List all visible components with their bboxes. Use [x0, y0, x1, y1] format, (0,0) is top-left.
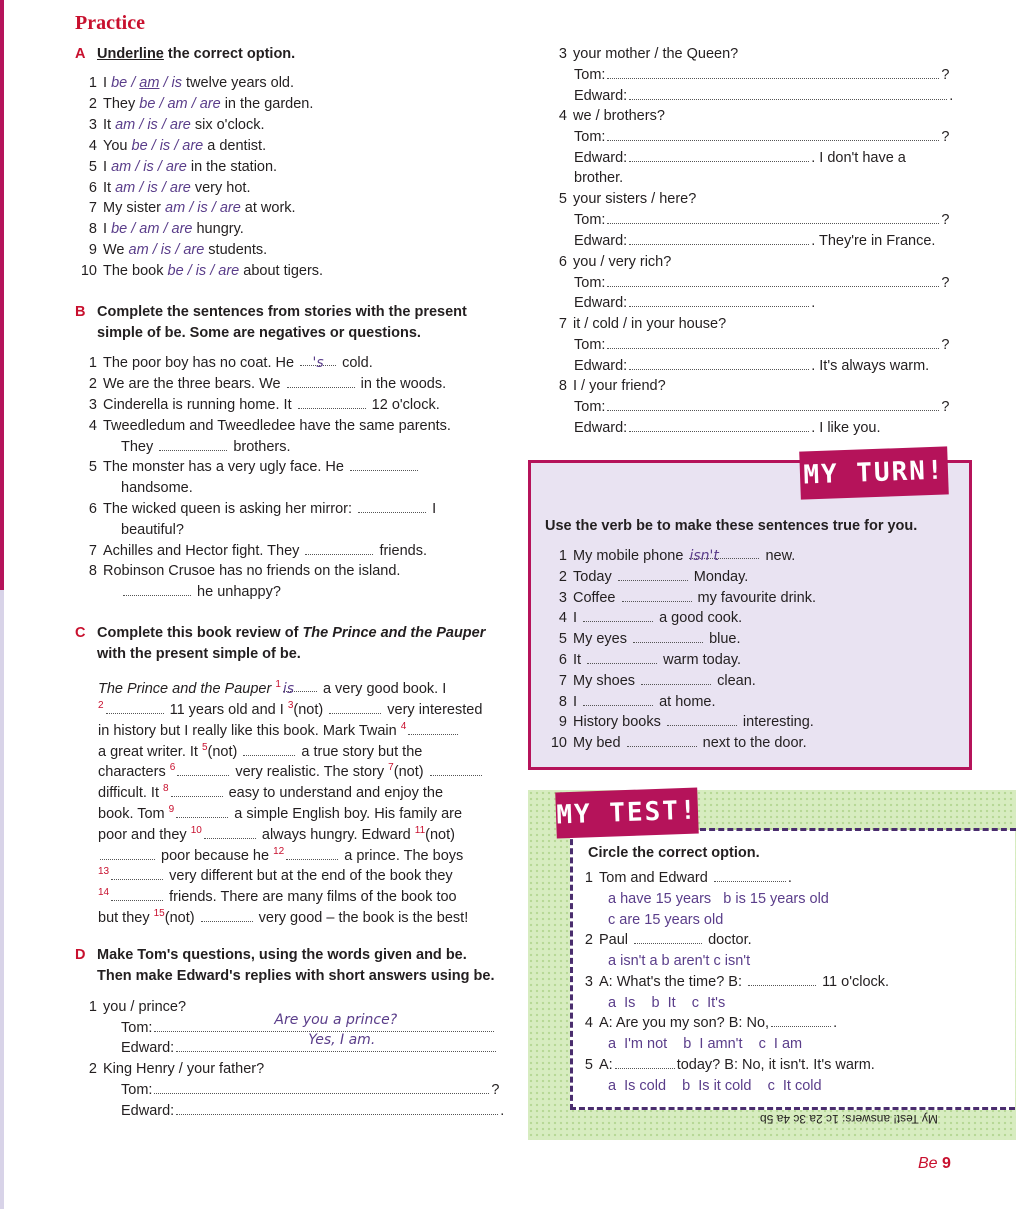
turn-item-2: 2 Today Monday.	[558, 568, 749, 585]
section-c-heading: C Complete this book review of The Prince and the Pauper with the present simple of be.	[75, 625, 486, 662]
d-item-1-prompt: 1 you / prince?	[88, 999, 187, 1015]
d-item-8-prompt: 8 I / your friend?	[558, 378, 666, 394]
d-item-2-prompt: 2 King Henry / your father?	[88, 1061, 265, 1077]
b-item-6: 6 The wicked queen is asking her mirror: I	[88, 501, 437, 517]
turn-item-7: 7 My shoes clean.	[558, 672, 756, 689]
c-line-9: poor because he $^{12}$ a prince. The boys	[98, 842, 463, 867]
a-item-3: 3 It am / is / are six o'clock.	[88, 116, 265, 133]
a-item-2: 2 They be / am / are in the garden.	[88, 95, 314, 112]
d-item-6-edward: Edward: .	[574, 295, 816, 311]
a-item-1: 1 I be / am / is twelve years old.	[88, 75, 295, 91]
b-item-6-cont: beautiful?	[121, 522, 184, 538]
a-options[interactable]: be / am / is	[111, 75, 182, 91]
a-item-5: 5 I am / is / are in the station.	[88, 158, 278, 175]
a-options[interactable]: am / is / are	[111, 158, 187, 175]
test-q4-options: a I'm not b I amn't c I am	[608, 1036, 803, 1052]
a-item-10: 10 The book be / is / are about tigers.	[80, 263, 324, 280]
c-line-12: but they $^{15}$(not) very good – the book is the best!	[98, 908, 469, 926]
test-q2-options: a isn't a b aren't c isn't	[608, 953, 751, 969]
b-item-5: 5 The monster has a very ugly face. He	[75, 457, 420, 478]
page-footer: Be 9	[918, 1155, 951, 1172]
b-item-4: 4 Tweedledum and Tweedledee have the same parents.	[88, 418, 451, 434]
turn-item-9: 9 History books interesting.	[558, 714, 814, 731]
c-line-5: characters $^6$ very realistic. The story $^7$(not)	[98, 758, 484, 783]
d-item-4-tom: Tom: ?	[574, 129, 950, 145]
a-item-6: 6 It am / is / are very hot.	[88, 179, 251, 196]
d-item-4-edward: Edward: . I don't have a	[574, 150, 906, 166]
section-b-heading: B Complete the sentences from stories with the present simple of be. Some are negatives or questions.	[75, 304, 467, 341]
c-line-8: poor and they $^{10}$ always hungry. Edward $^{11}$(not)	[98, 825, 455, 843]
d-item-2-edward: Edward: .	[121, 1103, 505, 1119]
d-item-8-edward: Edward: . I like you.	[574, 420, 881, 436]
d-item-1-edward: Edward: Yes, I am.	[121, 1038, 498, 1059]
edge-color-bar-lower	[0, 590, 4, 1209]
test-q1: 1 Tom and Edward .	[584, 870, 792, 886]
turn-item-5: 5 My eyes blue.	[558, 631, 741, 648]
d-item-5-prompt: 5 your sisters / here?	[558, 191, 697, 207]
a-options[interactable]: be / am / are	[139, 95, 221, 112]
a-options[interactable]: be / is / are	[167, 263, 240, 280]
page-title: Practice	[75, 12, 145, 34]
a-options[interactable]: be / am / are	[111, 221, 193, 238]
a-item-7: 7 My sister am / is / are at work.	[88, 200, 296, 217]
test-q1-options: a have 15 years b is 15 years old	[608, 891, 829, 907]
b-item-4-cont: They brothers.	[121, 439, 291, 455]
d-item-5-tom: Tom: ?	[574, 212, 950, 228]
c-line-3: in history but I really like this book. Mark Twain $^4$	[98, 717, 460, 742]
b-item-3: 3 Cinderella is running home. It 12 o'clock.	[88, 397, 440, 413]
d-item-7-prompt: 7 it / cold / in your house?	[558, 316, 727, 332]
b-item-5-cont: handsome.	[121, 480, 193, 496]
a-options[interactable]: am / is / are	[115, 116, 191, 133]
d-item-8-tom: Tom: ?	[574, 399, 950, 415]
a-item-8: 8 I be / am / are hungry.	[88, 221, 244, 238]
test-q5: 5 A: today? B: No, it isn't. It's warm.	[584, 1057, 875, 1073]
my-turn-badge: MY TURN!	[799, 446, 949, 499]
my-test-top-border	[700, 828, 1016, 831]
d-item-2-tom: Tom: ?	[121, 1082, 500, 1098]
c-line-10: $^{13}$ very different but at the end of the book they	[98, 866, 453, 884]
a-options[interactable]: am / is / are	[128, 242, 205, 259]
a-options[interactable]: am / is / are	[115, 179, 191, 196]
my-test-instruction: Circle the correct option.	[588, 845, 760, 861]
d-item-5-edward: Edward: . They're in France.	[574, 233, 936, 249]
c-line-11: $^{14}$ friends. There are many films of the book too	[98, 887, 457, 905]
test-q5-options: a Is cold b Is it cold c It cold	[608, 1078, 822, 1094]
section-d-heading: D Make Tom's questions, using the words given and be. Then make Edward's replies with short answers using be.	[75, 947, 495, 984]
c-line-6: difficult. It $^8$ easy to understand and enjoy the	[98, 783, 444, 801]
section-a-heading: A Underline the correct option.	[75, 46, 296, 62]
turn-item-3: 3 Coffee my favourite drink.	[558, 589, 816, 606]
test-q2: 2 Paul doctor.	[584, 932, 752, 948]
my-test-badge: MY TEST!	[555, 788, 699, 839]
turn-item-6: 6 It warm today.	[558, 652, 742, 668]
edge-color-bar	[0, 0, 4, 590]
turn-item-8: 8 I at home.	[558, 693, 716, 710]
c-line-4: a great writer. It $^5$(not) a true story but the	[98, 742, 423, 760]
d-item-4-edward-cont: brother.	[574, 170, 624, 186]
c-line-1: The Prince and the Pauper $^1$ is a very good book. I	[98, 679, 447, 697]
turn-item-1: 1 My mobile phone isn't new.	[558, 548, 796, 564]
b-item-1: 1 The poor boy has no coat. He 's cold.	[88, 355, 373, 371]
b-item-8-cont: he unhappy?	[121, 582, 281, 603]
test-q4: 4 A: Are you my son? B: No, .	[584, 1015, 838, 1031]
my-test-answers-upside-down: My Test! answers: 1c 2a 3c 4a 5b	[760, 1112, 938, 1126]
a-item-9: 9 We am / is / are students.	[88, 242, 268, 259]
turn-item-4: 4 I a good cook.	[558, 610, 743, 627]
c-line-7: book. Tom $^9$ a simple English boy. His family are	[98, 804, 463, 822]
d-item-1-tom: Tom: Are you a prince?	[121, 1018, 496, 1039]
a-options[interactable]: be / is / are	[131, 137, 204, 154]
d-item-6-prompt: 6 you / very rich?	[558, 254, 672, 270]
c-line-2: $^2$ 11 years old and I $^3$(not) very interested	[98, 700, 483, 718]
d-item-7-edward: Edward: . It's always warm.	[574, 358, 930, 374]
d-item-4-prompt: 4 we / brothers?	[558, 108, 665, 124]
turn-item-10: 10 My bed next to the door.	[550, 735, 807, 752]
my-turn-instruction: Use the verb be to make these sentences true for you.	[545, 518, 918, 534]
d-item-7-tom: Tom: ?	[574, 337, 950, 353]
a-item-4: 4 You be / is / are a dentist.	[88, 137, 267, 154]
a-options[interactable]: am / is / are	[165, 200, 241, 217]
b-item-2: 2 We are the three bears. We in the woods.	[88, 376, 447, 392]
d-item-6-tom: Tom: ?	[574, 275, 950, 291]
d-item-3-edward: Edward: .	[574, 88, 954, 104]
d-item-3-prompt: 3 your mother / the Queen?	[558, 46, 739, 62]
d-item-3-tom: Tom: ?	[574, 67, 950, 83]
b-item-7: 7 Achilles and Hector fight. They friends.	[88, 543, 428, 559]
test-q3: 3 A: What's the time? B: 11 o'clock.	[584, 974, 890, 990]
test-q3-options: a Is b It c It's	[608, 995, 726, 1011]
test-q1-option-c: c are 15 years old	[608, 912, 724, 928]
b-item-8: 8 Robinson Crusoe has no friends on the island.	[88, 563, 401, 579]
